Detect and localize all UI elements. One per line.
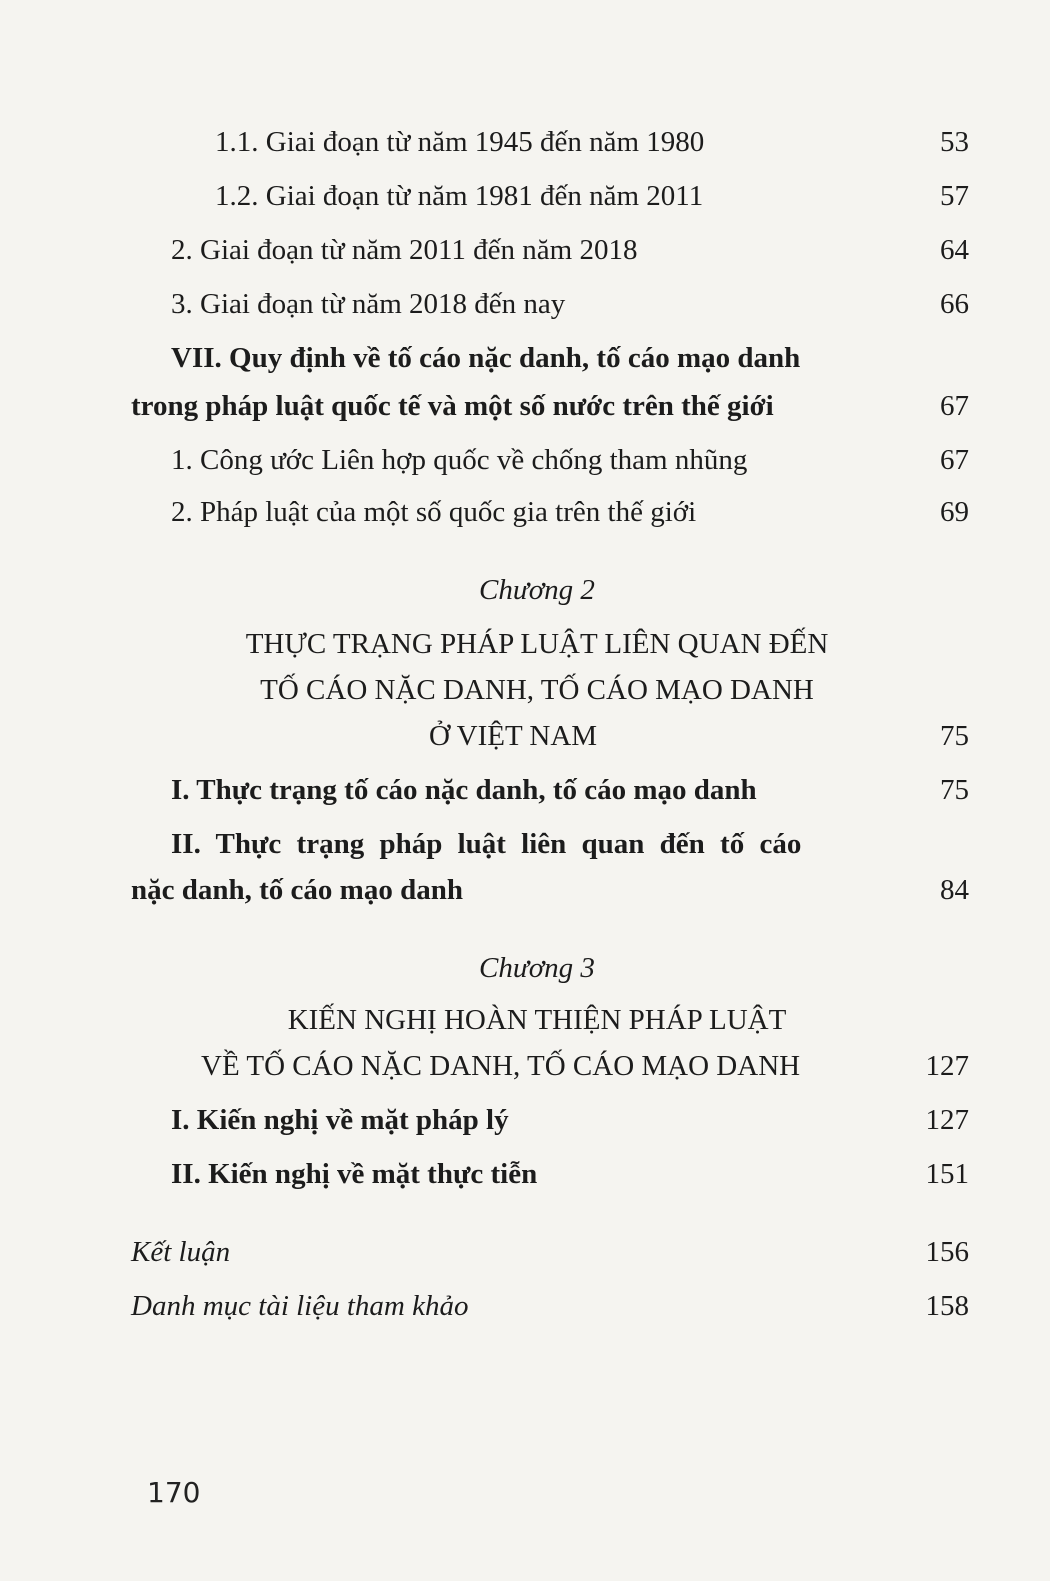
chapter-2-title-line3 xyxy=(131,716,969,756)
chapter-2-title-line1: THỰC TRẠNG PHÁP LUẬT LIÊN QUAN ĐẾN xyxy=(245,628,829,660)
toc-entry-page: 156 xyxy=(925,1236,969,1268)
toc-entry-references xyxy=(131,1286,969,1326)
toc-section-vii-line2 xyxy=(131,386,969,426)
toc-entry-page: 66 xyxy=(940,288,969,320)
toc-entry-ch2-i xyxy=(131,770,969,810)
toc-entry-title: 3. Giai đoạn từ năm 2018 đến nay xyxy=(171,288,566,320)
toc-entry-ch2-ii-line1 xyxy=(131,824,969,864)
chapter-2-title-line2: TỐ CÁO NẶC DANH, TỐ CÁO MẠO DANH xyxy=(260,674,814,706)
page-number: 170 xyxy=(147,1476,201,1509)
toc-entry-page: 53 xyxy=(940,126,969,158)
toc-entry-page: 67 xyxy=(940,444,969,476)
toc-entry-page: 151 xyxy=(925,1158,969,1190)
toc-section-title: II. Thực trạng pháp luật liên quan đến tố cáo xyxy=(171,828,802,860)
toc-entry-page: 158 xyxy=(925,1290,969,1322)
toc-entry-page: 57 xyxy=(940,180,969,212)
toc-entry-page: 67 xyxy=(940,390,969,422)
toc-entry-3 xyxy=(131,284,969,324)
toc-entry-ch3-ii xyxy=(131,1154,969,1194)
toc-entry-title: 1.2. Giai đoạn từ năm 1981 đến năm 2011 xyxy=(215,180,704,212)
chapter-2-label: Chương 2 xyxy=(479,574,595,606)
toc-entry-page: 84 xyxy=(940,874,969,906)
toc-entry-2 xyxy=(131,230,969,270)
toc-section-title: I. Kiến nghị về mặt pháp lý xyxy=(171,1104,509,1136)
chapter-title: VỀ TỐ CÁO NẶC DANH, TỐ CÁO MẠO DANH xyxy=(201,1050,801,1082)
toc-entry-title: Danh mục tài liệu tham khảo xyxy=(131,1290,469,1322)
toc-section-title: I. Thực trạng tố cáo nặc danh, tố cáo mạo danh xyxy=(171,774,757,806)
toc-entry-page: 75 xyxy=(940,720,969,752)
chapter-title: Ở VIỆT NAM xyxy=(429,720,598,752)
toc-entry-1-2 xyxy=(131,176,969,216)
toc-entry-title: 1.1. Giai đoạn từ năm 1945 đến năm 1980 xyxy=(215,126,705,158)
toc-entry-ch3-i xyxy=(131,1100,969,1140)
toc-entry-ch2-ii-line2 xyxy=(131,870,969,910)
toc-section-title: nặc danh, tố cáo mạo danh xyxy=(131,874,463,906)
toc-entry-1-1 xyxy=(131,122,969,162)
toc-entry-page: 75 xyxy=(940,774,969,806)
toc-entry-vii-1 xyxy=(131,440,969,480)
toc-entry-title: 2. Giai đoạn từ năm 2011 đến năm 2018 xyxy=(171,234,638,266)
toc-entry-page: 127 xyxy=(925,1050,969,1082)
toc-entry-page: 127 xyxy=(925,1104,969,1136)
chapter-3-label: Chương 3 xyxy=(479,952,595,984)
toc-section-title: VII. Quy định về tố cáo nặc danh, tố cáo mạo danh xyxy=(171,342,801,374)
chapter-3-title-line1: KIẾN NGHỊ HOÀN THIỆN PHÁP LUẬT xyxy=(287,1004,787,1036)
toc-entry-title: Kết luận xyxy=(131,1236,231,1268)
toc-section-title: II. Kiến nghị về mặt thực tiễn xyxy=(171,1158,538,1190)
toc-entry-title: 2. Pháp luật của một số quốc gia trên thế giới xyxy=(171,496,697,528)
toc-entry-conclusion xyxy=(131,1232,969,1272)
toc-entry-page: 64 xyxy=(940,234,969,266)
toc-entry-page: 69 xyxy=(940,496,969,528)
toc-entry-vii-2 xyxy=(131,492,969,532)
toc-section-vii-line1 xyxy=(131,338,969,378)
toc-entry-title: 1. Công ước Liên hợp quốc về chống tham nhũng xyxy=(171,444,748,476)
chapter-3-title-line2 xyxy=(131,1046,969,1086)
toc-section-title: trong pháp luật quốc tế và một số nước trên thế giới xyxy=(131,390,774,422)
